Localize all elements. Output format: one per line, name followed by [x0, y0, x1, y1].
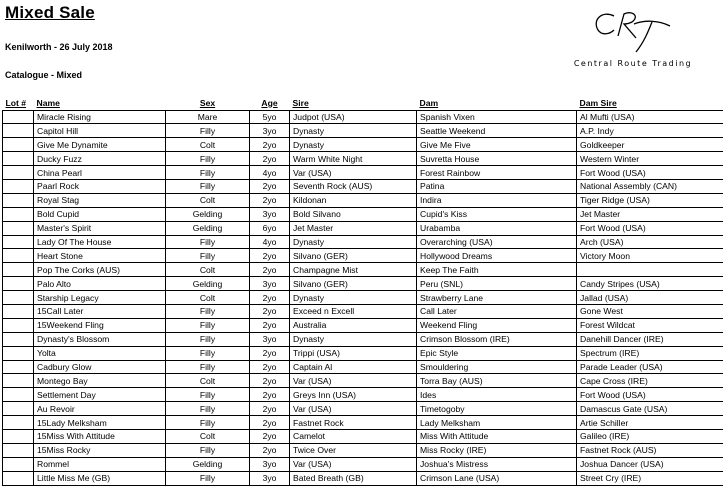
lot-cell [3, 193, 34, 207]
lot-cell [3, 152, 34, 166]
sex-cell: Gelding [166, 221, 250, 235]
age-cell: 4yo [250, 235, 290, 249]
horse-name-cell: Capitol Hill [34, 124, 166, 138]
lot-cell [3, 471, 34, 485]
table-row [3, 429, 723, 443]
dam-cell: Miss Rocky (IRE) [417, 443, 577, 457]
dam-sire-cell [577, 263, 723, 277]
sex-cell: Filly [166, 152, 250, 166]
sire-cell: Greys Inn (USA) [290, 388, 417, 402]
table-row [3, 263, 723, 277]
lot-cell [3, 332, 34, 346]
horse-name-cell: Paarl Rock [34, 179, 166, 193]
col-header-sex: Sex [166, 96, 250, 110]
lot-cell [3, 277, 34, 291]
sire-cell: Dynasty [290, 235, 417, 249]
dam-cell: Epic Style [417, 346, 577, 360]
sex-cell: Filly [166, 249, 250, 263]
sire-cell: Seventh Rock (AUS) [290, 179, 417, 193]
table-row [3, 166, 723, 180]
age-cell: 2yo [250, 263, 290, 277]
table-row [3, 304, 723, 318]
dam-cell: Crimson Lane (USA) [417, 471, 577, 485]
table-row [3, 443, 723, 457]
table-row [3, 291, 723, 305]
sire-cell: Judpot (USA) [290, 110, 417, 124]
sire-cell: Trippi (USA) [290, 346, 417, 360]
lot-cell [3, 110, 34, 124]
sire-cell: Fastnet Rock [290, 416, 417, 430]
dam-sire-cell: Victory Moon [577, 249, 723, 263]
lot-cell [3, 443, 34, 457]
age-cell: 2yo [250, 346, 290, 360]
age-cell: 6yo [250, 221, 290, 235]
lot-cell [3, 318, 34, 332]
table-row [3, 110, 723, 124]
dam-cell: Overarching (USA) [417, 235, 577, 249]
sex-cell: Filly [166, 402, 250, 416]
company-name: Central Route Trading [573, 59, 693, 68]
catalogue-table [2, 96, 723, 486]
horse-name-cell: Cadbury Glow [34, 360, 166, 374]
table-row [3, 416, 723, 430]
table-row [3, 332, 723, 346]
lot-cell [3, 374, 34, 388]
company-logo [548, 8, 718, 72]
table-row [3, 207, 723, 221]
dam-sire-cell: Galileo (IRE) [577, 429, 723, 443]
lot-cell [3, 207, 34, 221]
sex-cell: Colt [166, 138, 250, 152]
dam-sire-cell: Forest Wildcat [577, 318, 723, 332]
sex-cell: Gelding [166, 457, 250, 471]
dam-cell: Timetogoby [417, 402, 577, 416]
sire-cell: Twice Over [290, 443, 417, 457]
dam-cell: Weekend Fling [417, 318, 577, 332]
dam-cell: Strawberry Lane [417, 291, 577, 305]
page-title: Mixed Sale [5, 3, 95, 22]
age-cell: 2yo [250, 193, 290, 207]
dam-cell: Hollywood Dreams [417, 249, 577, 263]
sire-cell: Bold Silvano [290, 207, 417, 221]
table-row [3, 346, 723, 360]
sire-cell: Dynasty [290, 138, 417, 152]
age-cell: 4yo [250, 166, 290, 180]
age-cell: 3yo [250, 277, 290, 291]
sire-cell: Bated Breath (GB) [290, 471, 417, 485]
table-header-row [3, 96, 723, 110]
age-cell: 2yo [250, 443, 290, 457]
table-row [3, 277, 723, 291]
dam-cell: Suvretta House [417, 152, 577, 166]
horse-name-cell: Ducky Fuzz [34, 152, 166, 166]
age-cell: 5yo [250, 110, 290, 124]
sire-cell: Champagne Mist [290, 263, 417, 277]
age-cell: 2yo [250, 388, 290, 402]
lot-cell [3, 402, 34, 416]
dam-sire-cell: Parade Leader (USA) [577, 360, 723, 374]
dam-cell: Keep The Faith [417, 263, 577, 277]
sex-cell: Filly [166, 471, 250, 485]
crt-monogram-icon [548, 8, 718, 58]
table-row [3, 318, 723, 332]
horse-name-cell: 15Miss Rocky [34, 443, 166, 457]
sire-cell: Australia [290, 318, 417, 332]
table-row [3, 179, 723, 193]
dam-cell: Crimson Blossom (IRE) [417, 332, 577, 346]
age-cell: 2yo [250, 318, 290, 332]
dam-cell: Ides [417, 388, 577, 402]
sire-cell: Captain Al [290, 360, 417, 374]
dam-sire-cell: Fort Wood (USA) [577, 221, 723, 235]
age-cell: 3yo [250, 207, 290, 221]
sire-cell: Dynasty [290, 124, 417, 138]
horse-name-cell: Little Miss Me (GB) [34, 471, 166, 485]
sire-cell: Warm White Night [290, 152, 417, 166]
lot-cell [3, 235, 34, 249]
dam-sire-cell: Street Cry (IRE) [577, 471, 723, 485]
sex-cell: Filly [166, 124, 250, 138]
sex-cell: Colt [166, 429, 250, 443]
horse-name-cell: Heart Stone [34, 249, 166, 263]
sire-cell: Var (USA) [290, 402, 417, 416]
col-header-sire: Sire [290, 96, 417, 110]
dam-cell: Seattle Weekend [417, 124, 577, 138]
age-cell: 2yo [250, 402, 290, 416]
catalogue-label: Catalogue - Mixed [5, 70, 83, 80]
table-row [3, 402, 723, 416]
sex-cell: Colt [166, 374, 250, 388]
horse-name-cell: Palo Alto [34, 277, 166, 291]
horse-name-cell: Give Me Dynamite [34, 138, 166, 152]
lot-cell [3, 429, 34, 443]
age-cell: 3yo [250, 332, 290, 346]
age-cell: 3yo [250, 457, 290, 471]
horse-name-cell: Starship Legacy [34, 291, 166, 305]
sex-cell: Mare [166, 110, 250, 124]
sex-cell: Filly [166, 332, 250, 346]
lot-cell [3, 179, 34, 193]
col-header-dam: Dam [417, 96, 577, 110]
sire-cell: Silvano (GER) [290, 249, 417, 263]
age-cell: 2yo [250, 416, 290, 430]
lot-cell [3, 263, 34, 277]
horse-name-cell: China Pearl [34, 166, 166, 180]
horse-name-cell: Miracle Rising [34, 110, 166, 124]
dam-cell: Call Later [417, 304, 577, 318]
dam-cell: Forest Rainbow [417, 166, 577, 180]
sex-cell: Gelding [166, 207, 250, 221]
table-row [3, 193, 723, 207]
dam-sire-cell: A.P. Indy [577, 124, 723, 138]
dam-cell: Lady Melksham [417, 416, 577, 430]
age-cell: 2yo [250, 304, 290, 318]
lot-cell [3, 416, 34, 430]
dam-sire-cell: Artie Schiller [577, 416, 723, 430]
dam-sire-cell: Cape Cross (IRE) [577, 374, 723, 388]
horse-name-cell: Dynasty's Blossom [34, 332, 166, 346]
table-row [3, 249, 723, 263]
horse-name-cell: 15Call Later [34, 304, 166, 318]
table-row [3, 374, 723, 388]
sire-cell: Dynasty [290, 332, 417, 346]
sale-venue-date: Kenilworth - 26 July 2018 [5, 42, 113, 52]
sex-cell: Filly [166, 360, 250, 374]
dam-cell: Miss With Attitude [417, 429, 577, 443]
sire-cell: Var (USA) [290, 166, 417, 180]
table-row [3, 235, 723, 249]
col-header-dam-sire: Dam Sire [577, 96, 723, 110]
lot-cell [3, 124, 34, 138]
age-cell: 3yo [250, 124, 290, 138]
table-row [3, 360, 723, 374]
dam-sire-cell: Al Mufti (USA) [577, 110, 723, 124]
horse-name-cell: Pop The Corks (AUS) [34, 263, 166, 277]
horse-name-cell: Rommel [34, 457, 166, 471]
horse-name-cell: 15Miss With Attitude [34, 429, 166, 443]
sex-cell: Colt [166, 291, 250, 305]
dam-sire-cell: Jallad (USA) [577, 291, 723, 305]
dam-cell: Patina [417, 179, 577, 193]
dam-sire-cell: Jet Master [577, 207, 723, 221]
dam-cell: Indira [417, 193, 577, 207]
horse-name-cell: Bold Cupid [34, 207, 166, 221]
sex-cell: Filly [166, 179, 250, 193]
horse-name-cell: Lady Of The House [34, 235, 166, 249]
lot-cell [3, 166, 34, 180]
sex-cell: Gelding [166, 277, 250, 291]
dam-cell: Cupid's Kiss [417, 207, 577, 221]
sire-cell: Dynasty [290, 291, 417, 305]
table-row [3, 152, 723, 166]
horse-name-cell: 15Weekend Fling [34, 318, 166, 332]
dam-cell: Torra Bay (AUS) [417, 374, 577, 388]
lot-cell [3, 457, 34, 471]
dam-sire-cell: Goldkeeper [577, 138, 723, 152]
dam-cell: Smouldering [417, 360, 577, 374]
table-row [3, 221, 723, 235]
dam-sire-cell: Danehill Dancer (IRE) [577, 332, 723, 346]
table-row [3, 457, 723, 471]
lot-cell [3, 360, 34, 374]
horse-name-cell: 15Lady Melksham [34, 416, 166, 430]
sex-cell: Colt [166, 263, 250, 277]
lot-cell [3, 291, 34, 305]
age-cell: 2yo [250, 179, 290, 193]
age-cell: 3yo [250, 471, 290, 485]
sex-cell: Filly [166, 416, 250, 430]
sire-cell: Kildonan [290, 193, 417, 207]
sex-cell: Filly [166, 304, 250, 318]
dam-cell: Give Me Five [417, 138, 577, 152]
horse-name-cell: Montego Bay [34, 374, 166, 388]
sire-cell: Var (USA) [290, 374, 417, 388]
dam-cell: Spanish Vixen [417, 110, 577, 124]
dam-sire-cell: Gone West [577, 304, 723, 318]
dam-sire-cell: Spectrum (IRE) [577, 346, 723, 360]
age-cell: 2yo [250, 152, 290, 166]
sire-cell: Camelot [290, 429, 417, 443]
lot-cell [3, 346, 34, 360]
lot-cell [3, 388, 34, 402]
lot-cell [3, 304, 34, 318]
dam-sire-cell: Arch (USA) [577, 235, 723, 249]
sex-cell: Filly [166, 443, 250, 457]
age-cell: 2yo [250, 291, 290, 305]
age-cell: 2yo [250, 429, 290, 443]
horse-name-cell: Royal Stag [34, 193, 166, 207]
dam-sire-cell: Fort Wood (USA) [577, 388, 723, 402]
dam-sire-cell: Fastnet Rock (AUS) [577, 443, 723, 457]
dam-sire-cell: Joshua Dancer (USA) [577, 457, 723, 471]
sire-cell: Var (USA) [290, 457, 417, 471]
horse-name-cell: Yolta [34, 346, 166, 360]
col-header-name: Name [34, 96, 166, 110]
dam-sire-cell: Western Winter [577, 152, 723, 166]
sex-cell: Filly [166, 346, 250, 360]
age-cell: 2yo [250, 374, 290, 388]
dam-sire-cell: National Assembly (CAN) [577, 179, 723, 193]
horse-name-cell: Master's Spirit [34, 221, 166, 235]
sex-cell: Colt [166, 193, 250, 207]
dam-cell: Peru (SNL) [417, 277, 577, 291]
age-cell: 2yo [250, 249, 290, 263]
dam-sire-cell: Fort Wood (USA) [577, 166, 723, 180]
horse-name-cell: Au Revoir [34, 402, 166, 416]
age-cell: 2yo [250, 360, 290, 374]
table-row [3, 388, 723, 402]
sex-cell: Filly [166, 235, 250, 249]
sire-cell: Silvano (GER) [290, 277, 417, 291]
table-row [3, 124, 723, 138]
dam-sire-cell: Damascus Gate (USA) [577, 402, 723, 416]
lot-cell [3, 138, 34, 152]
dam-sire-cell: Tiger Ridge (USA) [577, 193, 723, 207]
lot-cell [3, 221, 34, 235]
sex-cell: Filly [166, 166, 250, 180]
dam-sire-cell: Candy Stripes (USA) [577, 277, 723, 291]
dam-cell: Urabamba [417, 221, 577, 235]
dam-cell: Joshua's Mistress [417, 457, 577, 471]
col-header-age: Age [250, 96, 290, 110]
horse-name-cell: Settlement Day [34, 388, 166, 402]
sex-cell: Filly [166, 318, 250, 332]
lot-cell [3, 249, 34, 263]
table-row [3, 471, 723, 485]
sire-cell: Jet Master [290, 221, 417, 235]
sire-cell: Exceed n Excell [290, 304, 417, 318]
sex-cell: Filly [166, 388, 250, 402]
col-header-lot: Lot # [3, 96, 34, 110]
age-cell: 2yo [250, 138, 290, 152]
table-row [3, 138, 723, 152]
